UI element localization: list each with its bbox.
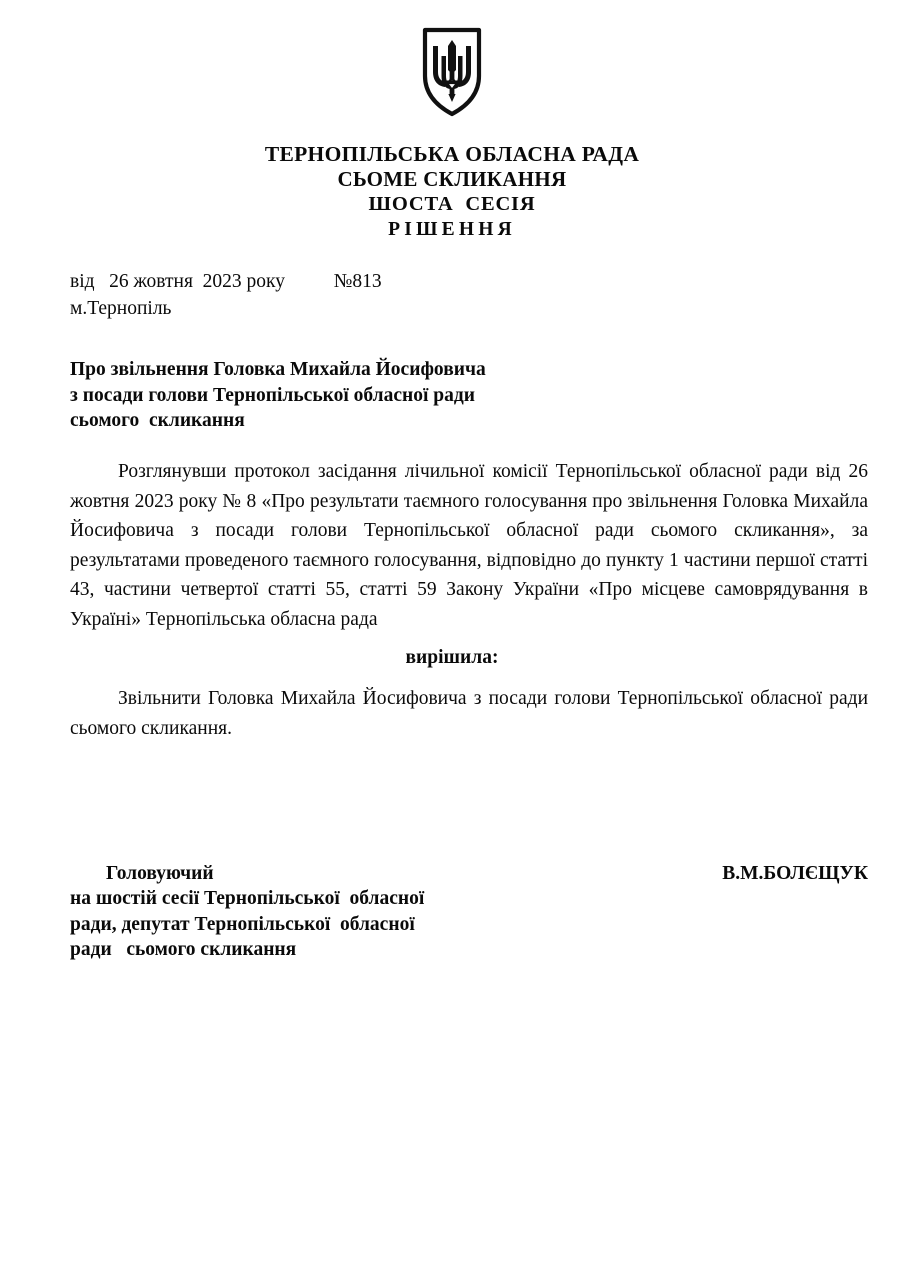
subject-line-2: з посади голови Тернопільської обласної ради	[70, 384, 475, 406]
signer-role-line-1: Головуючий	[106, 862, 214, 884]
header-convocation: СЬОМЕ СКЛИКАННЯ	[337, 167, 567, 191]
header-organization: ТЕРНОПІЛЬСЬКА ОБЛАСНА РАДА	[264, 142, 640, 166]
signer-role-line-4: ради сьомого скликання	[70, 939, 297, 960]
document-header	[0, 142, 904, 242]
header-document-type: РІШЕННЯ	[388, 219, 516, 240]
signature-block	[70, 784, 868, 963]
resolution-paragraph: Звільнити Головка Михайла Йосифовича з посади голови Тернопільської обласної ради сьомого скликання.	[70, 688, 868, 739]
signer-name: В.М.БОЛЄЩУК	[722, 862, 868, 884]
document-resolution	[70, 684, 868, 743]
document-preamble	[70, 457, 868, 634]
document-subject	[70, 357, 690, 434]
ukraine-trident-coat-of-arms-icon	[421, 26, 483, 118]
subject-line-1: Про звільнення Головка Михайла Йосифовича	[70, 359, 486, 380]
signer-role-line-3: ради, депутат Тернопільської обласної	[70, 913, 415, 935]
document-place: м.Тернопіль	[70, 298, 172, 319]
subject-line-3: сьомого скликання	[70, 410, 245, 431]
preamble-paragraph: Розглянувши протокол засідання лічильної комісії Тернопільської обласної ради від 26 жовтня 2023 року № 8 «Про результати таємного голосування про звільнення Головка Михайла Йосифовича з посади голови Тернопільської обласної ради сьомого скликання», за результатами проведеного таємного голосування, відповідно до пункту 1 частини першої статті 43, частини четвертої статті 55, статті 59 Закону України «Про місцеве самоврядування в Україні» Тернопільська обласна рада	[70, 461, 868, 630]
signer-role-line-2: на шостій сесії Тернопільської обласної	[70, 888, 425, 909]
header-session: ШОСТА СЕСІЯ	[368, 193, 536, 215]
decision-keyword: вирішила:	[405, 647, 499, 668]
emblem-container	[0, 26, 904, 118]
document-date-and-number: від 26 жовтня 2023 року №813	[70, 271, 382, 292]
signer-name-container	[722, 784, 868, 886]
signer-role	[70, 861, 424, 963]
document-meta	[70, 268, 870, 322]
